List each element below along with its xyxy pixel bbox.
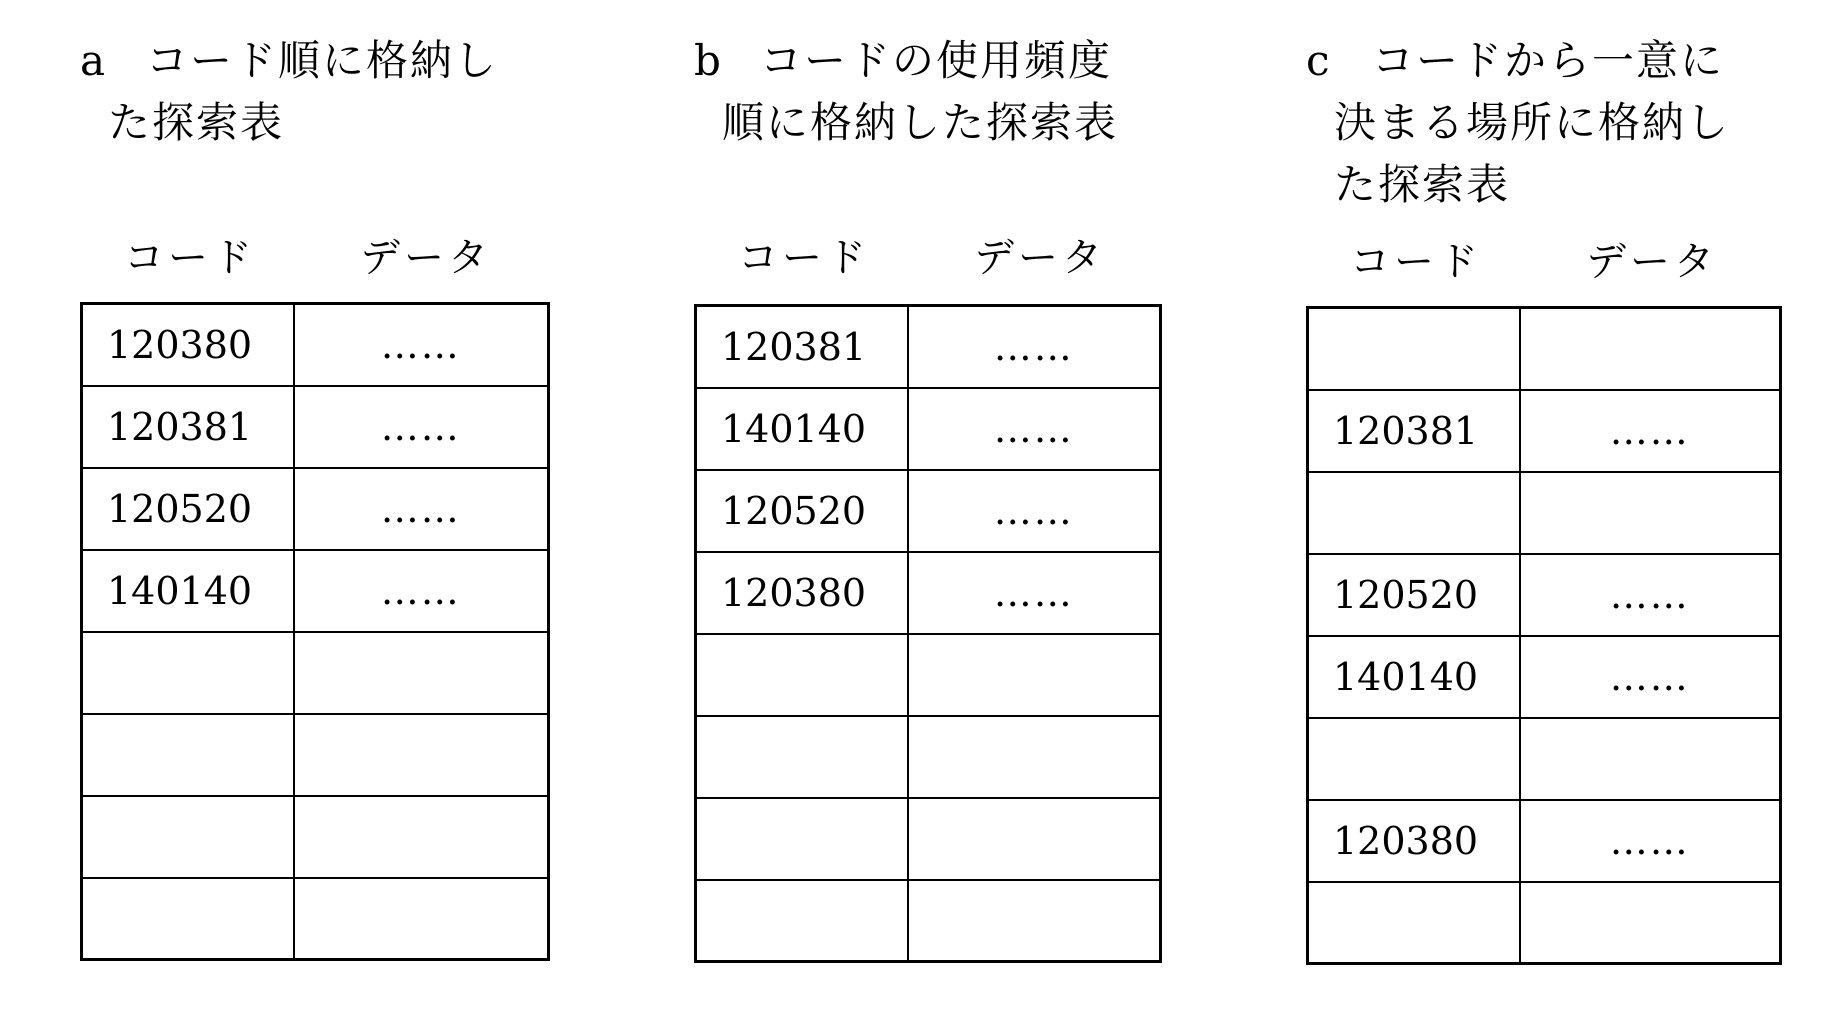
data-cell: [908, 634, 1161, 716]
data-cell: ……: [294, 304, 549, 386]
code-cell: [82, 878, 294, 960]
data-column-header: データ: [360, 235, 492, 281]
caption-text: コードの使用頻度: [760, 36, 1113, 85]
table-row: [82, 386, 549, 468]
caption-line: [694, 30, 1194, 92]
table-row: [696, 470, 1161, 552]
table-row: [696, 798, 1161, 880]
data-cell: ……: [294, 468, 549, 550]
code-column-header: コード: [124, 235, 256, 281]
code-cell: 120380: [1308, 800, 1520, 882]
code-cell: 120381: [696, 306, 908, 388]
table-row: [82, 468, 549, 550]
data-cell: [294, 632, 549, 714]
code-cell: [1308, 718, 1520, 800]
column-headers: [694, 228, 1174, 288]
table-row: [82, 796, 549, 878]
table-row: [82, 878, 549, 960]
table-row: [696, 388, 1161, 470]
table-row: [1308, 390, 1781, 472]
caption-line: [80, 30, 580, 92]
table-row: [1308, 800, 1781, 882]
table-row: [82, 714, 549, 796]
panel-letter: a: [80, 36, 108, 85]
lookup-table-c: [1306, 306, 1782, 965]
table-row: [696, 716, 1161, 798]
panel-letter: b: [694, 36, 723, 85]
code-cell: 120520: [82, 468, 294, 550]
caption-line: [1306, 30, 1806, 92]
data-cell: [1520, 882, 1781, 964]
code-cell: [82, 796, 294, 878]
table-row: [82, 304, 549, 386]
data-cell: ……: [1520, 800, 1781, 882]
caption-line: 決まる場所に格納し: [1334, 98, 1731, 147]
caption-a: [80, 30, 580, 154]
data-cell: ……: [1520, 554, 1781, 636]
data-cell: ……: [294, 386, 549, 468]
table-row: [696, 880, 1161, 962]
data-column-header: データ: [974, 235, 1106, 281]
table-row: [1308, 308, 1781, 390]
lookup-table-b: [694, 304, 1162, 963]
table-row: [82, 632, 549, 714]
data-column-header: データ: [1586, 239, 1718, 285]
data-cell: ……: [908, 552, 1161, 634]
caption-b: [694, 30, 1194, 154]
code-cell: [1308, 472, 1520, 554]
lookup-table-a: [80, 302, 550, 961]
data-cell: [1520, 308, 1781, 390]
table-row: [696, 634, 1161, 716]
code-cell: [82, 714, 294, 796]
code-cell: 140140: [1308, 636, 1520, 718]
code-cell: [1308, 308, 1520, 390]
caption-line: た探索表: [1334, 160, 1511, 209]
caption-line: 順に格納した探索表: [722, 98, 1119, 147]
code-cell: [696, 880, 908, 962]
code-cell: 140140: [82, 550, 294, 632]
table-row: [1308, 636, 1781, 718]
data-cell: [908, 798, 1161, 880]
table-row: [1308, 718, 1781, 800]
code-cell: 120520: [1308, 554, 1520, 636]
table-row: [696, 306, 1161, 388]
data-cell: [908, 880, 1161, 962]
column-headers: [1306, 232, 1786, 292]
data-cell: [294, 796, 549, 878]
data-cell: ……: [908, 470, 1161, 552]
data-cell: ……: [908, 306, 1161, 388]
code-cell: 120381: [1308, 390, 1520, 472]
code-cell: 120380: [696, 552, 908, 634]
data-cell: ……: [1520, 390, 1781, 472]
code-cell: 140140: [696, 388, 908, 470]
code-cell: [696, 798, 908, 880]
table-row: [696, 552, 1161, 634]
code-column-header: コード: [738, 235, 870, 281]
data-cell: [1520, 472, 1781, 554]
caption-c: [1306, 30, 1806, 216]
caption-text: コード順に格納し: [146, 36, 499, 85]
data-cell: ……: [294, 550, 549, 632]
code-cell: [696, 634, 908, 716]
table-row: [82, 550, 549, 632]
code-cell: [82, 632, 294, 714]
table-row: [1308, 472, 1781, 554]
data-cell: ……: [908, 388, 1161, 470]
data-cell: ……: [1520, 636, 1781, 718]
data-cell: [1520, 718, 1781, 800]
caption-text: コードから一意に: [1372, 36, 1725, 85]
code-cell: [1308, 882, 1520, 964]
caption-line: た探索表: [108, 98, 285, 147]
table-row: [1308, 882, 1781, 964]
code-cell: 120380: [82, 304, 294, 386]
code-cell: [696, 716, 908, 798]
code-cell: 120381: [82, 386, 294, 468]
data-cell: [294, 714, 549, 796]
table-row: [1308, 554, 1781, 636]
code-column-header: コード: [1350, 239, 1482, 285]
data-cell: [294, 878, 549, 960]
column-headers: [80, 228, 560, 288]
code-cell: 120520: [696, 470, 908, 552]
panel-letter: c: [1306, 36, 1332, 85]
data-cell: [908, 716, 1161, 798]
